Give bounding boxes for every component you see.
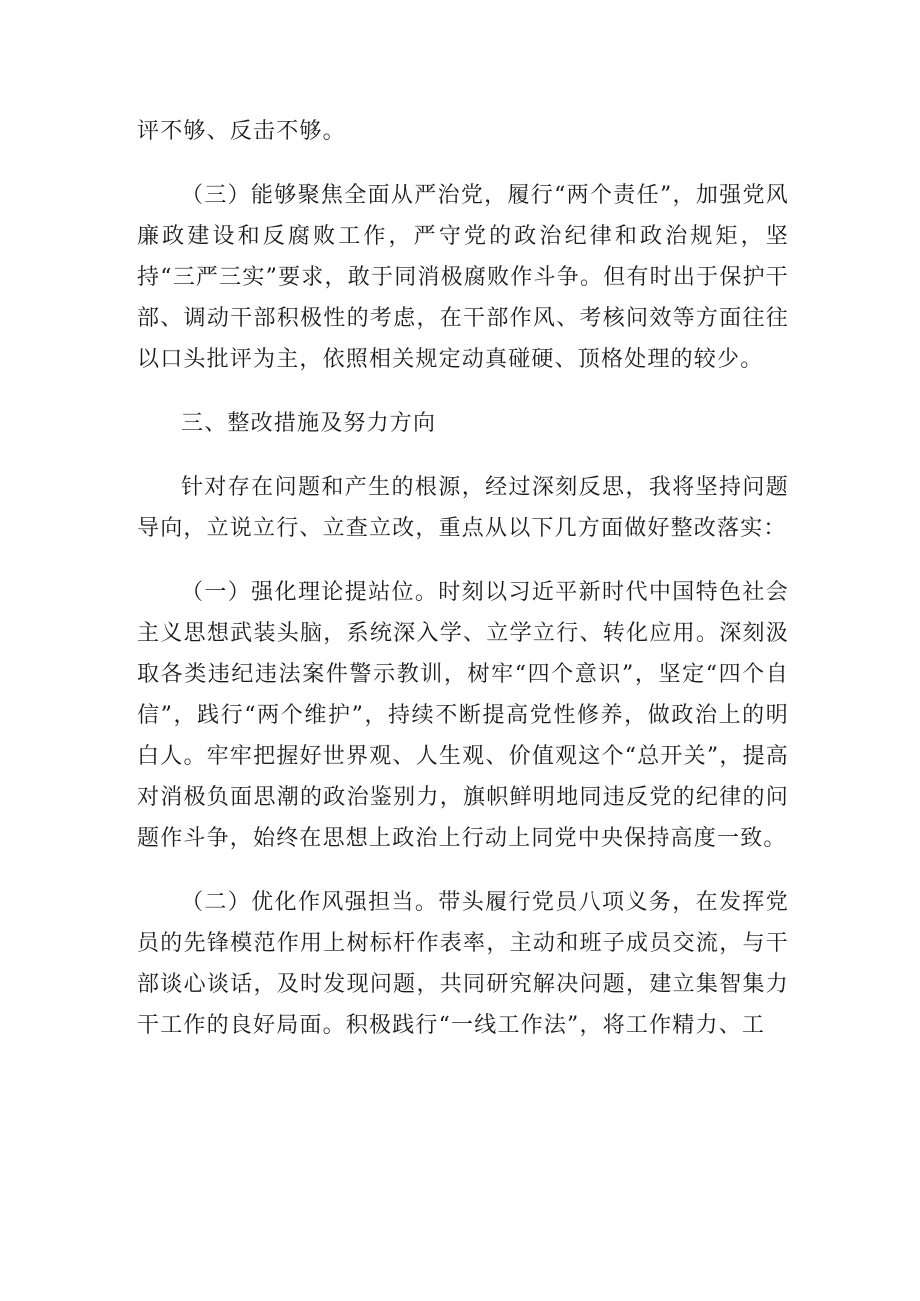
paragraph-measure-2-style: （二）优化作风强担当。带头履行党员八项义务，在发挥党员的先锋模范作用上树标杆作表率，主动和班子成员交流，与干部谈心谈话，及时发现问题，共同研究解决问题，建立集智集力干工作的良好局面。积极践行“一线工作法”，将工作精力、工 <box>137 890 789 1038</box>
section-heading-rectification: 三、整改措施及努力方向 <box>181 411 437 436</box>
paragraph-rectification-intro: 针对存在问题和产生的根源，经过深刻反思，我将坚持问题导向，立说立行、立查立改，重点从以下几方面做好整改落实： <box>137 475 789 541</box>
paragraph-measure-1-theory: （一）强化理论提站位。时刻以习近平新时代中国特色社会主义思想武装头脑，系统深入学、立学立行、转化应用。深刻汲取各类违纪违法案件警示教训，树牢“四个意识”，坚定“四个自信”，践行“两个维护”，持续不断提高党性修养，做政治上的明白人。牢牢把握好世界观、人生观、价值观这个“总开关”，提高对消极负面思潮的政治鉴别力，旗帜鲜明地同违反党的纪律的问题作斗争，始终在思想上政治上行动上同党中央保持高度一致。 <box>137 580 789 851</box>
paragraph-continuation: 评不够、反击不够。 <box>137 119 346 144</box>
document-body <box>137 111 789 1046</box>
paragraph-section-3-discipline: （三）能够聚焦全面从严治党，履行“两个责任”，加强党风廉政建设和反腐败工作，严守党的政治纪律和政治规矩，坚持“三严三实”要求，敢于同消极腐败作斗争。但有时出于保护干部、调动干部积极性的考虑，在干部作风、考核问效等方面往往以口头批评为主，依照相关规定动真碰硬、顶格处理的较少。 <box>137 183 789 372</box>
